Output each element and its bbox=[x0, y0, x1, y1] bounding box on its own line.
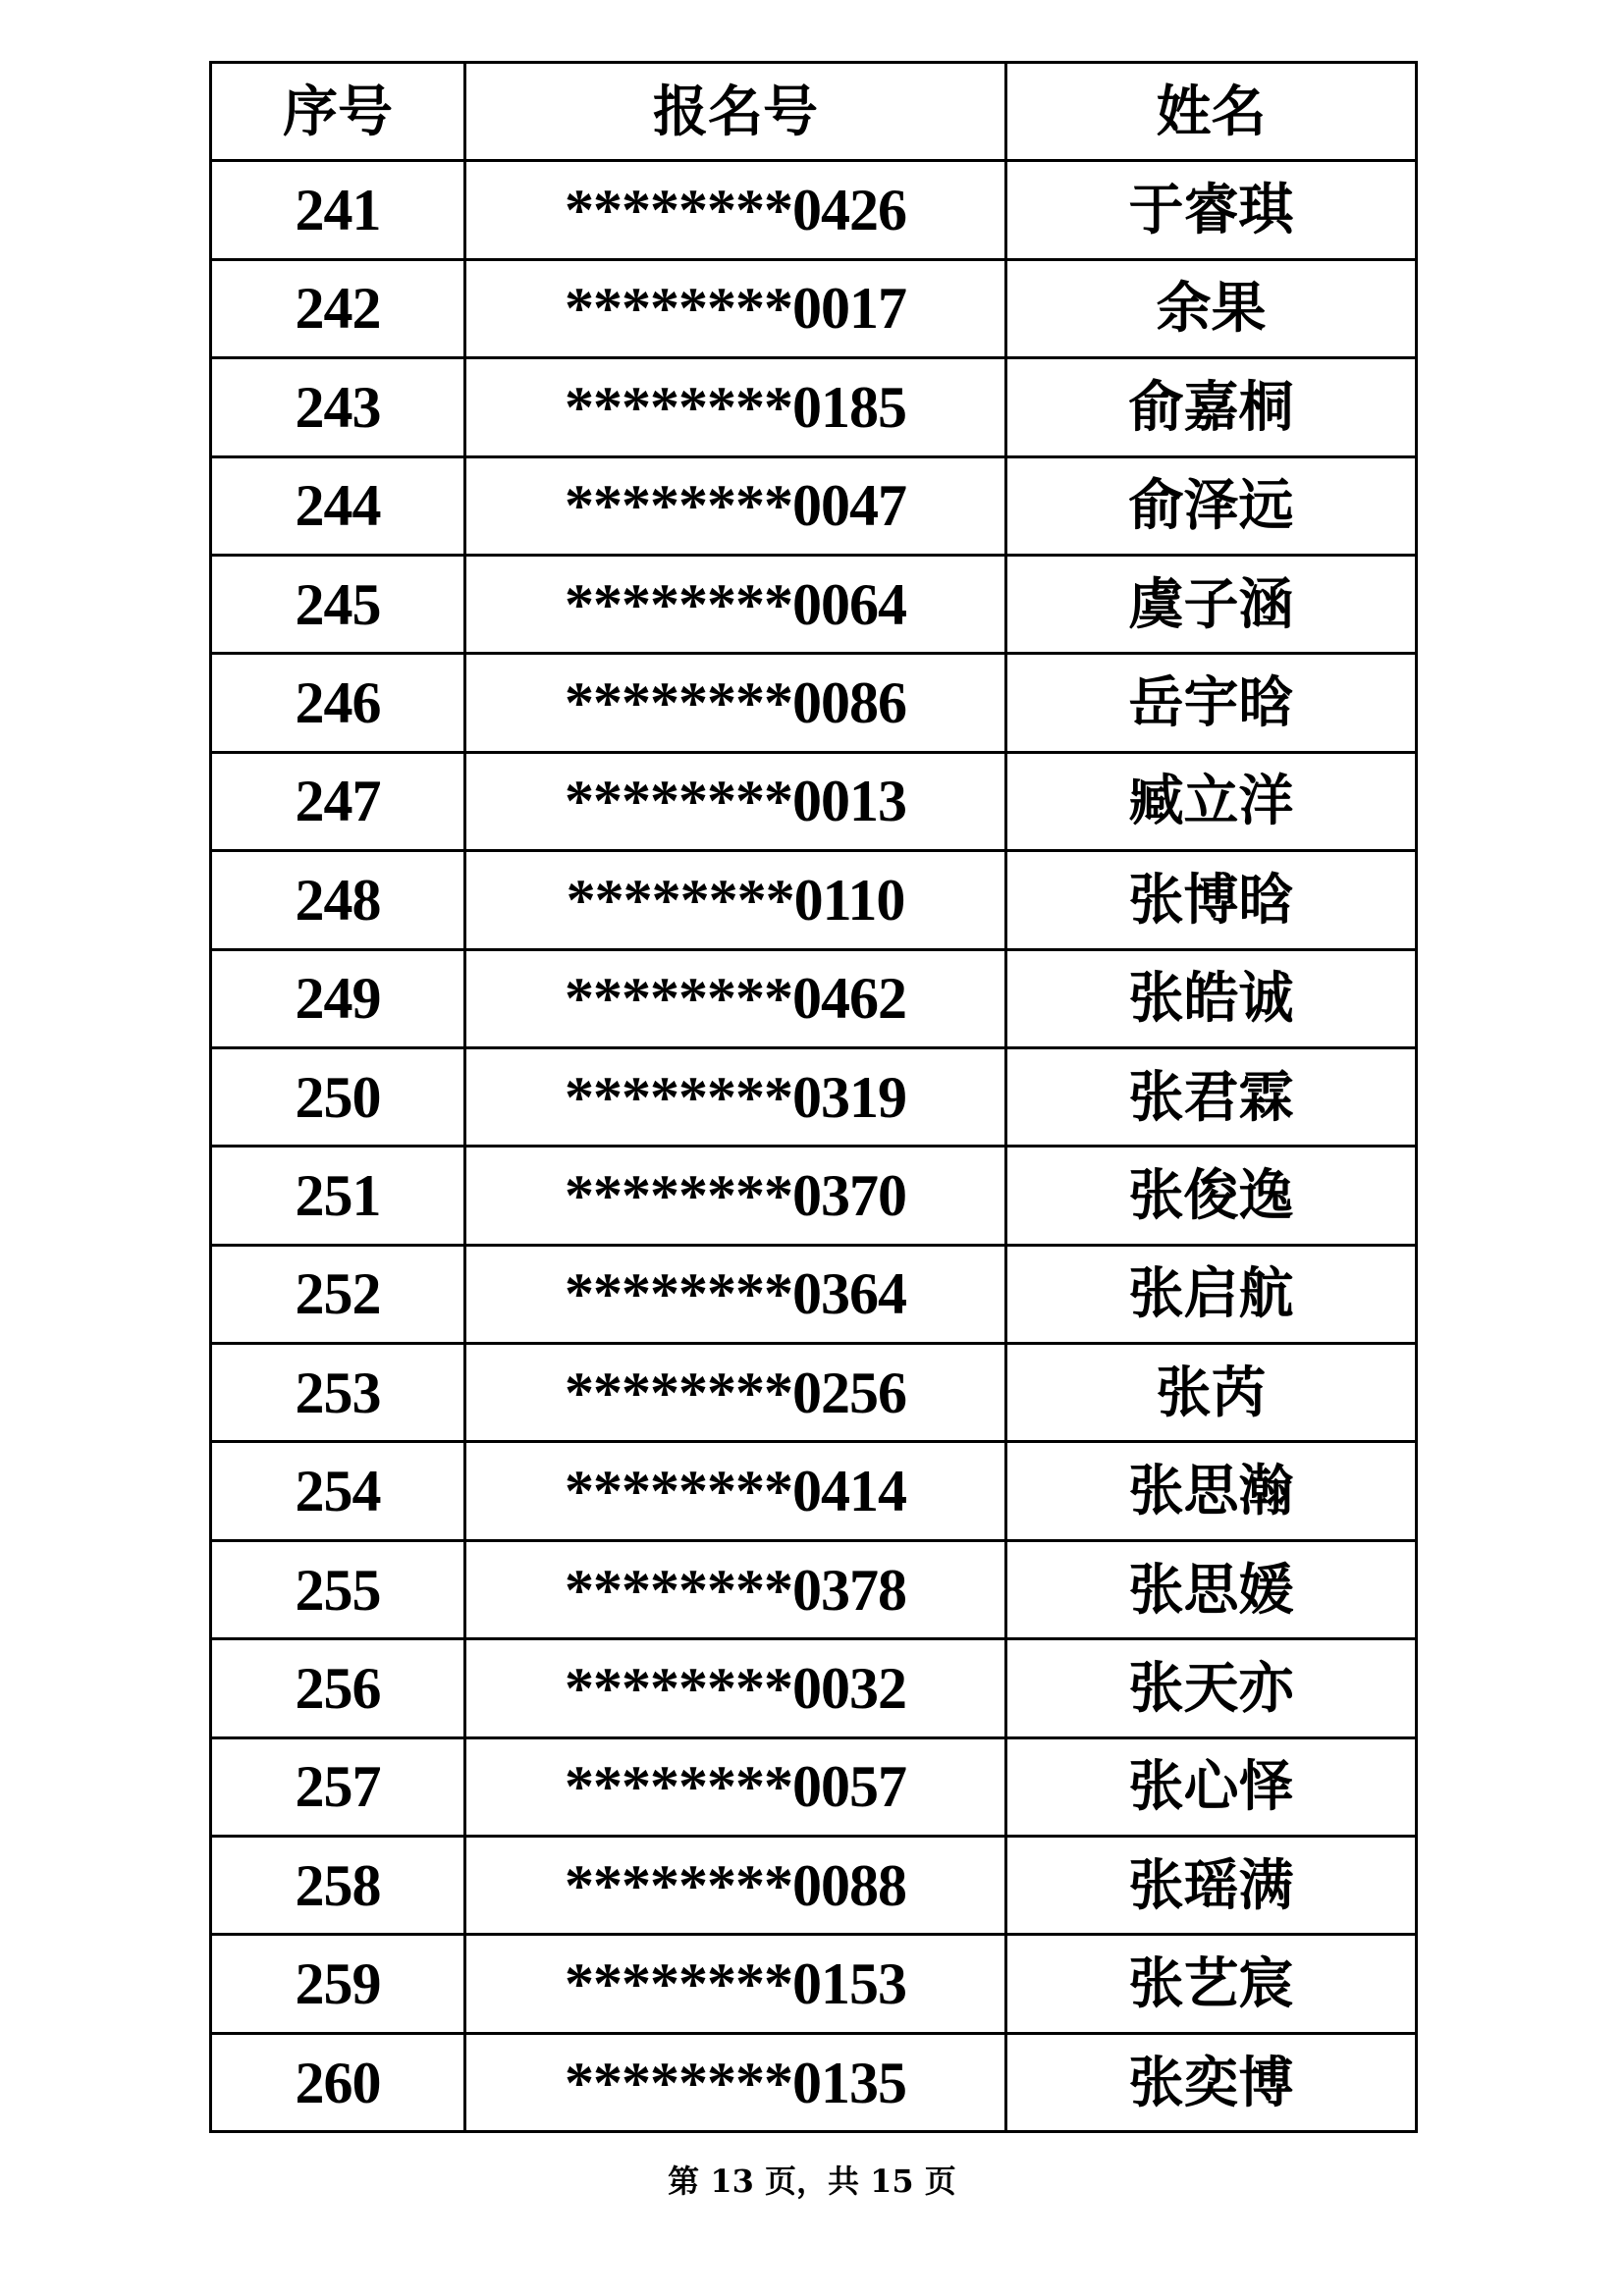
seq-cell: 251 bbox=[211, 1147, 465, 1245]
table-row bbox=[211, 851, 1417, 949]
header-name: 姓名 bbox=[1006, 63, 1417, 161]
header-regno: 报名号 bbox=[465, 63, 1006, 161]
table-row bbox=[211, 1639, 1417, 1737]
table-row bbox=[211, 1540, 1417, 1638]
regno-cell: ********0462 bbox=[465, 949, 1006, 1047]
name-cell: 余果 bbox=[1006, 259, 1417, 357]
table-row bbox=[211, 161, 1417, 259]
name-cell: 张瑶满 bbox=[1006, 1837, 1417, 1935]
table-row bbox=[211, 1245, 1417, 1343]
header-row bbox=[211, 63, 1417, 161]
page-footer: 第 13 页，共 15 页 bbox=[668, 2163, 956, 2200]
seq-cell: 253 bbox=[211, 1344, 465, 1442]
table-row bbox=[211, 1442, 1417, 1540]
seq-cell: 249 bbox=[211, 949, 465, 1047]
regno-cell: ********0426 bbox=[465, 161, 1006, 259]
name-cell: 张皓诚 bbox=[1006, 949, 1417, 1047]
name-cell: 虞子涵 bbox=[1006, 555, 1417, 653]
name-cell: 俞嘉桐 bbox=[1006, 358, 1417, 456]
regno-cell: ********0319 bbox=[465, 1047, 1006, 1146]
name-cell: 张艺宸 bbox=[1006, 1935, 1417, 2033]
regno-cell: ********0032 bbox=[465, 1639, 1006, 1737]
seq-cell: 258 bbox=[211, 1837, 465, 1935]
regno-cell: ********0013 bbox=[465, 752, 1006, 850]
name-cell: 张心怿 bbox=[1006, 1737, 1417, 1836]
name-cell: 张君霖 bbox=[1006, 1047, 1417, 1146]
seq-cell: 246 bbox=[211, 654, 465, 752]
name-cell: 臧立洋 bbox=[1006, 752, 1417, 850]
regno-cell: ********0370 bbox=[465, 1147, 1006, 1245]
regno-cell: ********0110 bbox=[465, 851, 1006, 949]
name-cell: 张启航 bbox=[1006, 1245, 1417, 1343]
seq-cell: 259 bbox=[211, 1935, 465, 2033]
seq-cell: 241 bbox=[211, 161, 465, 259]
table-row bbox=[211, 752, 1417, 850]
regno-cell: ********0135 bbox=[465, 2033, 1006, 2131]
seq-cell: 256 bbox=[211, 1639, 465, 1737]
regno-cell: ********0064 bbox=[465, 555, 1006, 653]
name-cell: 张博晗 bbox=[1006, 851, 1417, 949]
seq-cell: 245 bbox=[211, 555, 465, 653]
regno-cell: ********0057 bbox=[465, 1737, 1006, 1836]
table-row bbox=[211, 1147, 1417, 1245]
name-cell: 张思瀚 bbox=[1006, 1442, 1417, 1540]
seq-cell: 252 bbox=[211, 1245, 465, 1343]
table-row bbox=[211, 1344, 1417, 1442]
seq-cell: 243 bbox=[211, 358, 465, 456]
seq-cell: 247 bbox=[211, 752, 465, 850]
seq-cell: 254 bbox=[211, 1442, 465, 1540]
regno-cell: ********0364 bbox=[465, 1245, 1006, 1343]
name-cell: 张俊逸 bbox=[1006, 1147, 1417, 1245]
table-row bbox=[211, 358, 1417, 456]
regno-cell: ********0047 bbox=[465, 456, 1006, 555]
seq-cell: 257 bbox=[211, 1737, 465, 1836]
table-row bbox=[211, 2033, 1417, 2131]
seq-cell: 255 bbox=[211, 1540, 465, 1638]
name-cell: 张天亦 bbox=[1006, 1639, 1417, 1737]
table-row bbox=[211, 949, 1417, 1047]
name-cell: 张奕博 bbox=[1006, 2033, 1417, 2131]
regno-cell: ********0378 bbox=[465, 1540, 1006, 1638]
regno-cell: ********0088 bbox=[465, 1837, 1006, 1935]
regno-cell: ********0086 bbox=[465, 654, 1006, 752]
table-row bbox=[211, 654, 1417, 752]
table-row bbox=[211, 1837, 1417, 1935]
regno-cell: ********0153 bbox=[465, 1935, 1006, 2033]
table-row bbox=[211, 1935, 1417, 2033]
regno-cell: ********0017 bbox=[465, 259, 1006, 357]
table-row bbox=[211, 456, 1417, 555]
roster-table bbox=[209, 61, 1418, 2133]
name-cell: 于睿琪 bbox=[1006, 161, 1417, 259]
name-cell: 张思媛 bbox=[1006, 1540, 1417, 1638]
table-header bbox=[211, 63, 1417, 161]
table-row bbox=[211, 1737, 1417, 1836]
name-cell: 俞泽远 bbox=[1006, 456, 1417, 555]
seq-cell: 244 bbox=[211, 456, 465, 555]
regno-cell: ********0185 bbox=[465, 358, 1006, 456]
seq-cell: 242 bbox=[211, 259, 465, 357]
table-row bbox=[211, 555, 1417, 653]
seq-cell: 250 bbox=[211, 1047, 465, 1146]
regno-cell: ********0256 bbox=[465, 1344, 1006, 1442]
table-body bbox=[211, 161, 1417, 2132]
header-seq: 序号 bbox=[211, 63, 465, 161]
table-row bbox=[211, 259, 1417, 357]
name-cell: 岳宇晗 bbox=[1006, 654, 1417, 752]
table-row bbox=[211, 1047, 1417, 1146]
regno-cell: ********0414 bbox=[465, 1442, 1006, 1540]
seq-cell: 248 bbox=[211, 851, 465, 949]
name-cell: 张芮 bbox=[1006, 1344, 1417, 1442]
seq-cell: 260 bbox=[211, 2033, 465, 2131]
